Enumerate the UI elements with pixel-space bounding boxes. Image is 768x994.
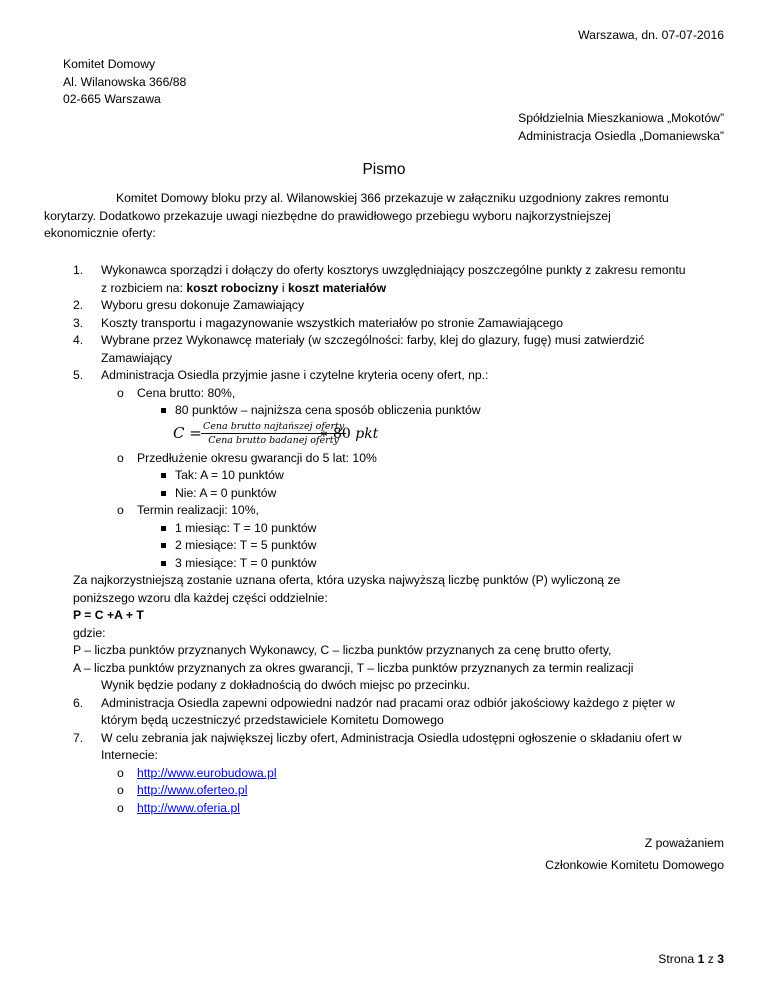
item-text: Wykonawca sporządzi i dołączy do oferty kosztorys uwzględniający poszczególne punkty z zakresu remontu xyxy=(101,263,686,277)
link-item xyxy=(73,782,733,800)
item-text: W celu zebrania jak największej liczby ofert, Administracja Osiedla udostępni ogłoszenie o składaniu ofert w xyxy=(101,730,682,745)
criterion-sub xyxy=(73,555,733,573)
page-total: 3 xyxy=(717,952,724,966)
recipient-line: Administracja Osiedla „Domaniewska” xyxy=(518,128,724,143)
intro-line: Komitet Domowy bloku przy al. Wilanowskiej 366 przekazuje w załączniku uzgodniony zakres remontu xyxy=(116,191,669,205)
item-text-part: z rozbiciem na: xyxy=(101,280,187,295)
criterion-warranty xyxy=(73,450,733,468)
page-current: 1 xyxy=(697,952,705,966)
page-label: Strona xyxy=(658,952,698,966)
circle-bullet-icon: o xyxy=(117,503,124,517)
link-oferia[interactable]: http://www.oferia.pl xyxy=(137,800,240,815)
formula-numerator: Cena brutto najtańszej oferty xyxy=(203,420,345,432)
item-number: 5. xyxy=(73,368,84,382)
recipient-line: Spółdzielnia Mieszkaniowa „Mokotów” xyxy=(518,111,724,125)
criterion-sub-text: Nie: A = 0 punktów xyxy=(175,485,277,500)
item-text: Administracja Osiedla zapewni odpowiedni nadzór nad pracami oraz odbiór jakościowy każdego z pięter w xyxy=(101,695,675,710)
square-bullet-icon xyxy=(161,526,166,531)
closing xyxy=(545,835,724,874)
list-item xyxy=(73,315,733,333)
criterion-text: Cena brutto: 80%, xyxy=(137,385,236,400)
item-text: którym będą uczestniczyć przedstawiciele Komitetu Domowego xyxy=(101,713,444,727)
formula-lhs: C = xyxy=(173,423,202,442)
square-bullet-icon xyxy=(161,473,166,478)
intro-line: korytarzy. Dodatkowo przekazuje uwagi niezbędne do prawidłowego przebiegu wyboru najkorzystniejszej xyxy=(44,208,611,223)
circle-bullet-icon: o xyxy=(117,783,124,797)
criterion-text: Termin realizacji: 10%, xyxy=(137,503,259,517)
page-sep: z xyxy=(704,952,718,966)
formula-mult: ∗ 80 xyxy=(319,425,356,442)
list-item xyxy=(73,297,733,315)
points-formula: P = C +A + T xyxy=(73,608,144,622)
circle-bullet-icon: o xyxy=(117,800,124,815)
formula-multiplier xyxy=(319,426,378,444)
circle-bullet-icon: o xyxy=(117,765,124,780)
item-number: 3. xyxy=(73,315,84,330)
bold-material-cost: koszt materiałów xyxy=(287,280,387,295)
bold-labor-cost: koszt robocizny xyxy=(186,280,279,295)
criterion-sub xyxy=(73,467,733,485)
criterion-sub xyxy=(73,402,733,420)
intro-paragraph xyxy=(44,190,734,243)
item-text-part: i xyxy=(278,280,288,295)
square-bullet-icon xyxy=(161,491,166,496)
list-item xyxy=(73,332,733,367)
sender-address xyxy=(63,56,186,109)
item-text: Koszty transportu i magazynowanie wszystkich materiałów po stronie Zamawiającego xyxy=(101,315,563,330)
square-bullet-icon xyxy=(161,561,166,566)
list-item xyxy=(73,730,733,818)
list-item xyxy=(73,695,733,730)
item-text: Wybrane przez Wykonawcę materiały (w szczególności: farby, klej do glazury, fugę) musi zatwierdzić xyxy=(101,333,645,347)
summary-text: Za najkorzystniejszą zostanie uznana oferta, która uzyska najwyższą liczbę punktów (P) wyliczoną ze xyxy=(73,573,621,587)
closing-line: Z poważaniem xyxy=(644,836,724,850)
page-title: Pismo xyxy=(362,161,406,178)
sender-line: Komitet Domowy xyxy=(63,57,156,71)
date-line: Warszawa, dn. 07-07-2016 xyxy=(578,28,724,42)
item-number: 1. xyxy=(73,263,84,277)
item-text: Administracja Osiedla przyjmie jasne i czytelne kryteria oceny ofert, np.: xyxy=(101,368,489,382)
closing-line: Członkowie Komitetu Domowego xyxy=(545,857,724,872)
summary-text: poniższego wzoru dla każdej części oddzielnie: xyxy=(73,590,328,605)
criterion-sub xyxy=(73,520,733,538)
criterion-sub xyxy=(73,485,733,503)
item-number: 4. xyxy=(73,333,84,347)
circle-bullet-icon: o xyxy=(117,450,124,465)
item-number: 2. xyxy=(73,298,84,312)
criterion-sub xyxy=(73,537,733,555)
criterion-sub-text: 3 miesiące: T = 0 punktów xyxy=(175,555,317,570)
recipient-address xyxy=(518,110,724,145)
list-item xyxy=(45,367,733,695)
list-item xyxy=(73,262,733,297)
price-formula xyxy=(73,420,733,450)
square-bullet-icon xyxy=(161,543,166,548)
criterion-sub-text: 2 miesiące: T = 5 punktów xyxy=(175,538,317,552)
sender-line: Al. Wilanowska 366/88 xyxy=(63,74,187,89)
sender-line: 02-665 Warszawa xyxy=(63,92,161,106)
circle-bullet-icon: o xyxy=(117,385,124,400)
criterion-sub-text: 80 punktów – najniższa cena sposób obliczenia punktów xyxy=(175,403,481,417)
link-item xyxy=(73,800,733,818)
item-number: 7. xyxy=(73,730,84,745)
item-text: Internecie: xyxy=(101,748,158,762)
formula-unit: pkt xyxy=(355,425,379,442)
page-number xyxy=(658,951,724,969)
criterion-deadline xyxy=(73,502,733,520)
remarks-list xyxy=(73,262,733,817)
criterion-text: Przedłużenie okresu gwarancji do 5 lat: 10% xyxy=(137,450,377,465)
link-oferteo[interactable]: http://www.oferteo.pl xyxy=(137,783,248,797)
item-text xyxy=(101,280,733,298)
item-text: Zamawiający xyxy=(101,350,173,365)
item-number: 6. xyxy=(73,695,84,710)
link-item xyxy=(73,765,733,783)
legend-text: P – liczba punktów przyznanych Wykonawcy, C – liczba punktów przyznanych za cenę brutto oferty, xyxy=(73,643,612,657)
legend-text: Wynik będzie podany z dokładnością do dwóch miejsc po przecinku. xyxy=(101,678,471,692)
item-text: Wyboru gresu dokonuje Zamawiający xyxy=(101,298,305,312)
criterion-sub-text: Tak: A = 10 punktów xyxy=(175,468,284,482)
where-label: gdzie: xyxy=(73,625,106,640)
criterion-sub-text: 1 miesiąc: T = 10 punktów xyxy=(175,520,317,535)
square-bullet-icon xyxy=(161,408,166,413)
intro-line: ekonomicznie oferty: xyxy=(44,226,156,240)
link-eurobudowa[interactable]: http://www.eurobudowa.pl xyxy=(137,765,277,780)
criterion-price xyxy=(73,385,733,403)
legend-text: A – liczba punktów przyznanych za okres gwarancji, T – liczba punktów przyznanych za termin realizacji xyxy=(73,660,634,675)
formula-denominator: Cena brutto badanej oferty xyxy=(208,434,339,446)
